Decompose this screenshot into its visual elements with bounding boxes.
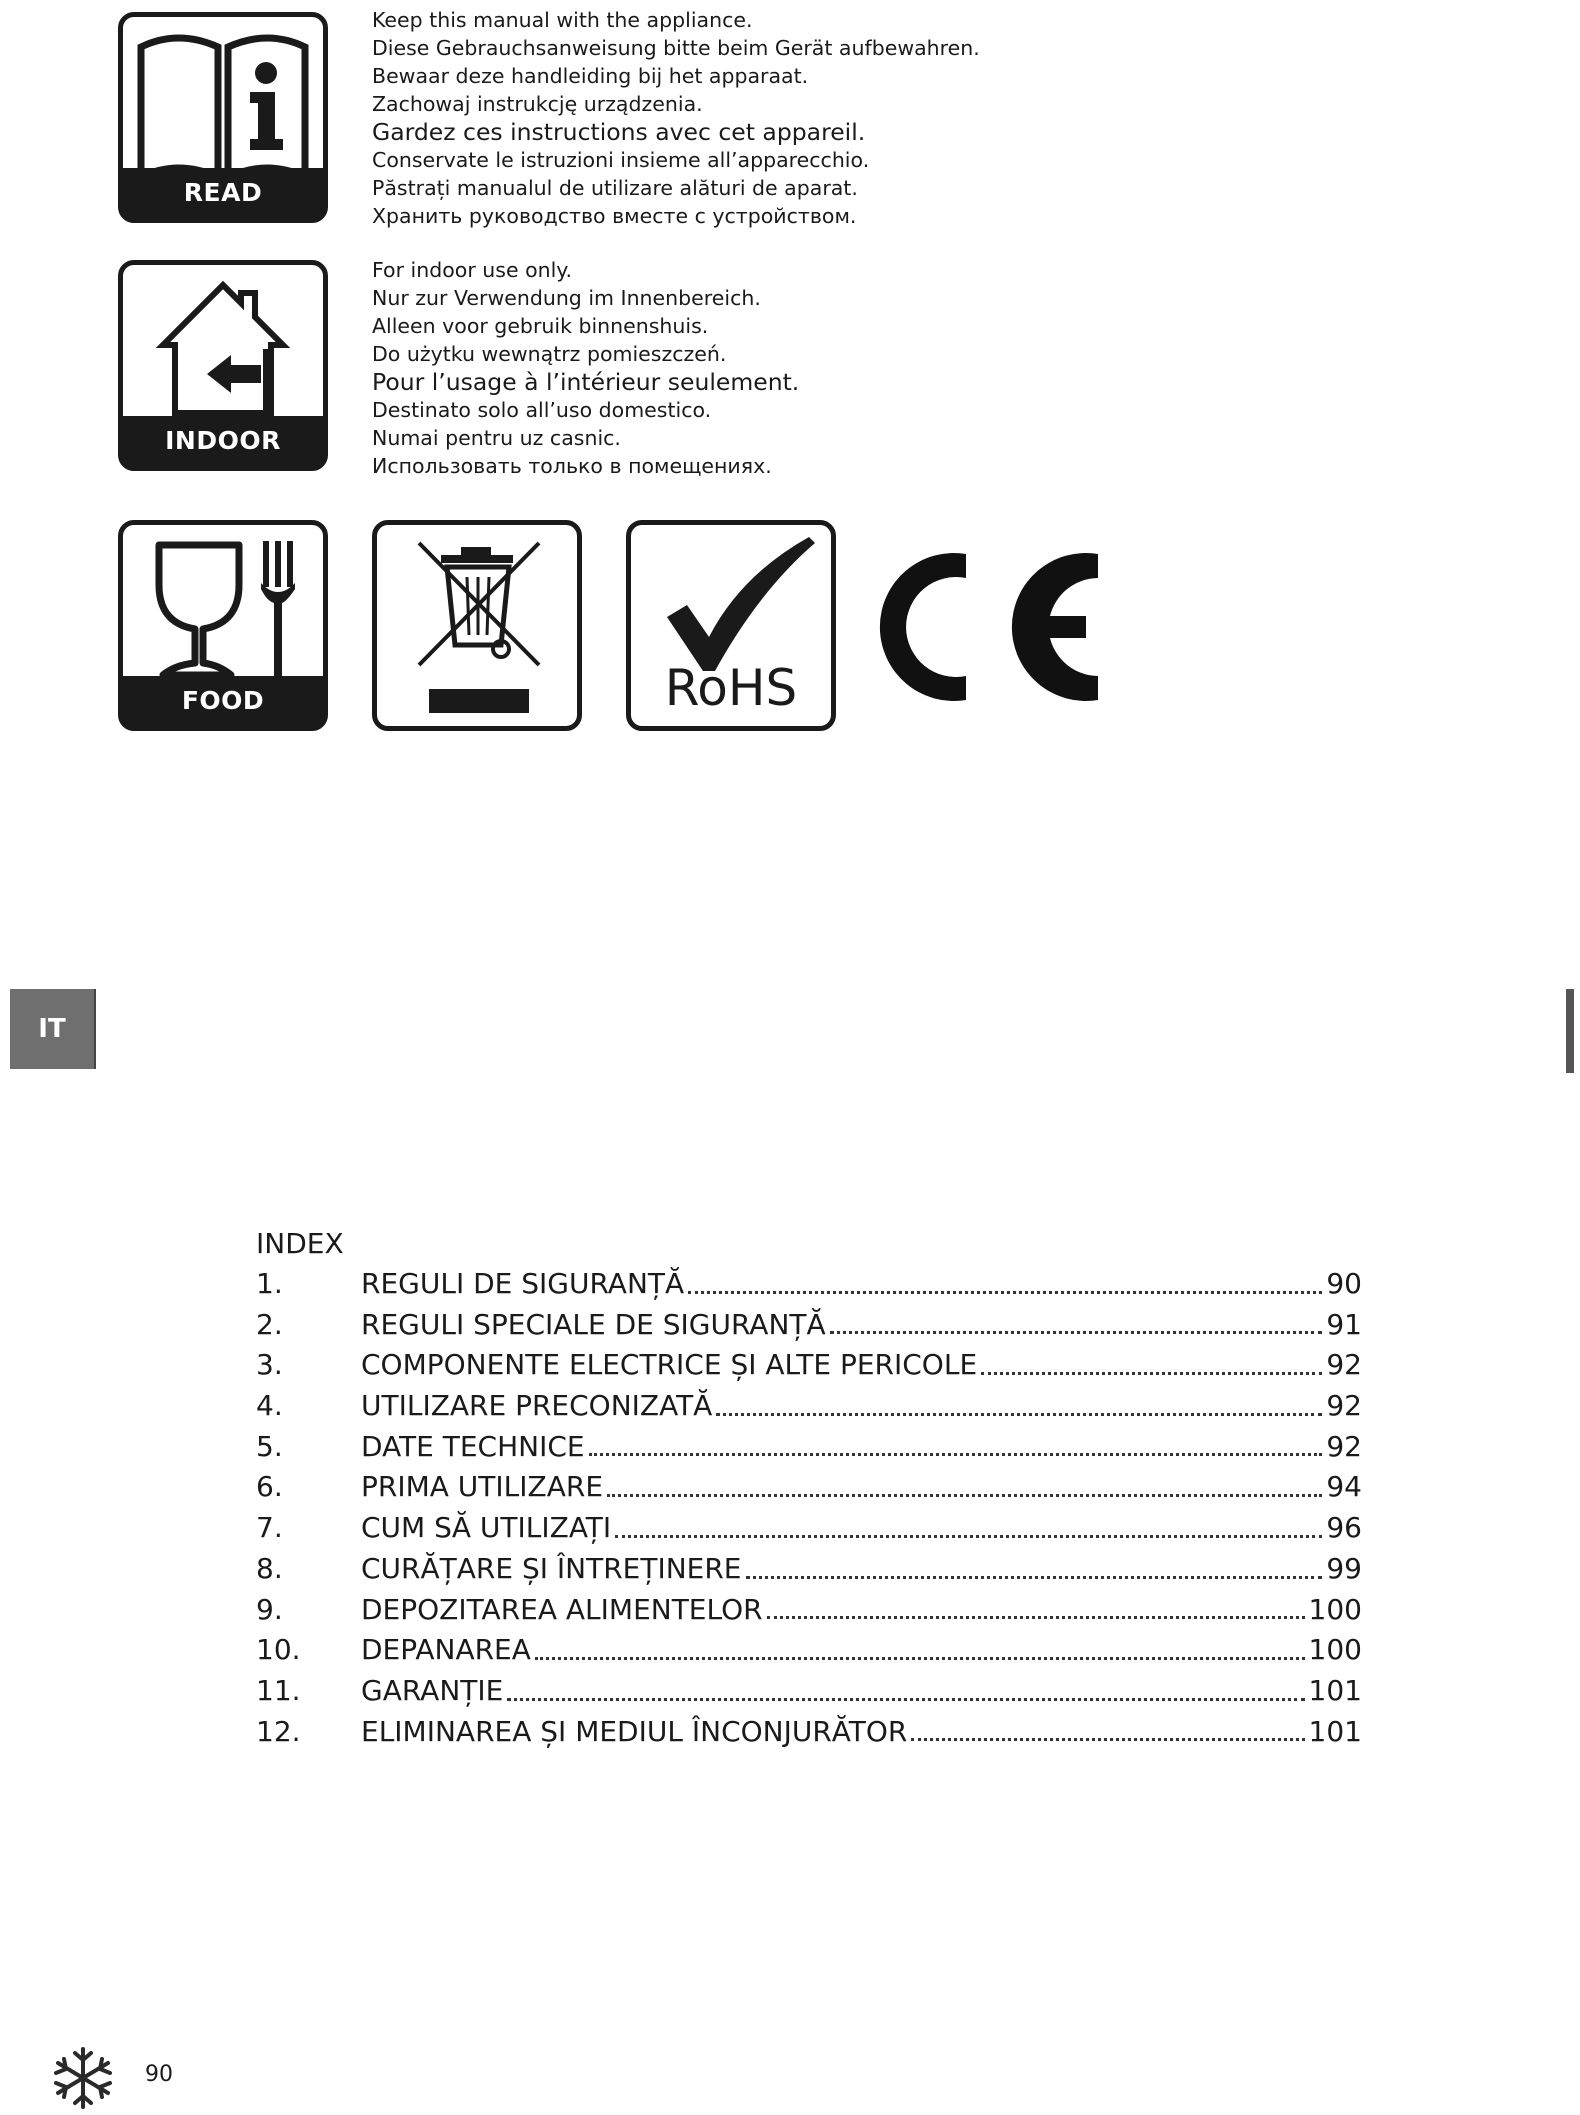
toc-entry[interactable] (256, 1712, 1362, 1753)
manual-notice-line: Conservate le istruzioni insieme all’apparecchio. (372, 148, 870, 172)
toc-label: DEPOZITAREA ALIMENTELOR (361, 1592, 763, 1626)
toc-page: 100 (1308, 1592, 1362, 1626)
toc-entry[interactable] (256, 1427, 1362, 1468)
food-contact-icon (118, 520, 328, 765)
toc-page: 92 (1326, 1389, 1362, 1423)
toc-number: 1. (256, 1267, 283, 1300)
toc-leader (589, 1453, 1323, 1456)
manual-notice-line: Diese Gebrauchsanweisung bitte beim Gerät aufbewahren. (372, 36, 980, 60)
toc-label: DEPANAREA (361, 1633, 531, 1667)
toc-number: 3. (256, 1348, 283, 1382)
ce-mark-icon (880, 548, 1100, 706)
read-manual-label: READ MANUAL (123, 168, 323, 218)
toc-leader (981, 1372, 1322, 1375)
toc-label: ELIMINAREA ȘI MEDIUL ÎNCONJURĂTOR (361, 1714, 908, 1748)
toc-leader (746, 1576, 1323, 1579)
toc-entry[interactable] (256, 1264, 1362, 1305)
indoor-notice-line: Nur zur Verwendung im Innenbereich. (372, 286, 761, 310)
indoor-notice-line: For indoor use only. (372, 258, 573, 282)
toc-label: CURĂȚARE ȘI ÎNTREȚINERE (361, 1551, 742, 1585)
manual-notice-line: Păstrați manualul de utilizare alături de aparat. (372, 176, 858, 200)
toc-entry[interactable] (256, 1549, 1362, 1590)
toc-entry[interactable] (256, 1508, 1362, 1549)
indoor-label: INDOOR (123, 416, 323, 466)
language-tab: IT (10, 989, 94, 1069)
food-contact-label: FOOD CONTACT (123, 676, 323, 726)
rohs-label: RoHS (664, 659, 798, 717)
manual-notice-line: Zachowaj instrukcję urządzenia. (372, 92, 703, 116)
toc-leader (716, 1413, 1322, 1416)
toc-label: GARANȚIE (361, 1673, 504, 1707)
indoor-notice-line: Do użytku wewnątrz pomieszczeń. (372, 342, 727, 366)
manual-notice-line: Gardez ces instructions avec cet appareil. (372, 118, 866, 146)
toc-number: 5. (256, 1429, 283, 1463)
snowflake-icon (50, 2045, 116, 2115)
toc-entry[interactable] (256, 1305, 1362, 1346)
toc-page: 92 (1326, 1348, 1362, 1382)
toc-label: UTILIZARE PRECONIZATĂ (361, 1389, 713, 1423)
rohs-icon (626, 520, 836, 731)
toc-label: COMPONENTE ELECTRICE ȘI ALTE PERICOLE (361, 1348, 978, 1382)
indoor-icon (118, 260, 328, 471)
indoor-notice-line: Numai pentru uz casnic. (372, 426, 621, 450)
toc-number: 6. (256, 1470, 283, 1504)
toc-number: 2. (256, 1307, 283, 1341)
toc-leader (911, 1738, 1304, 1741)
toc-label: PRIMA UTILIZARE (361, 1470, 604, 1504)
toc-number: 9. (256, 1592, 283, 1626)
toc-page: 92 (1326, 1429, 1362, 1463)
toc-page: 99 (1326, 1551, 1362, 1585)
page-number: 90 (145, 2062, 173, 2087)
toc-number: 12. (256, 1714, 301, 1748)
toc-label: REGULI SPECIALE DE SIGURANȚĂ (361, 1307, 826, 1341)
indoor-notice-line: Alleen voor gebruik binnenshuis. (372, 314, 709, 338)
toc-number: 7. (256, 1511, 283, 1545)
right-edge-marker (1566, 989, 1574, 1073)
toc-label: DATE TECHNICE (361, 1429, 585, 1463)
indoor-notice-line: Pour l’usage à l’intérieur seulement. (372, 368, 800, 396)
toc-page: 101 (1308, 1714, 1362, 1748)
toc-entry[interactable] (256, 1671, 1362, 1712)
toc-page: 94 (1326, 1470, 1362, 1504)
manual-notice (372, 6, 1072, 230)
toc-entry[interactable] (256, 1345, 1362, 1386)
toc-leader (607, 1494, 1322, 1497)
toc-leader (615, 1535, 1322, 1538)
index-title: INDEX (256, 1227, 344, 1260)
toc-entry[interactable] (256, 1630, 1362, 1671)
toc-number: 4. (256, 1389, 283, 1423)
toc-leader (535, 1657, 1305, 1660)
read-manual-icon (118, 12, 328, 257)
toc-entry[interactable] (256, 1386, 1362, 1427)
indoor-notice-line: Destinato solo all’uso domestico. (372, 398, 712, 422)
toc-leader (688, 1291, 1322, 1294)
toc-entry[interactable] (256, 1590, 1362, 1631)
indoor-notice-line: Использовать только в помещениях. (372, 454, 772, 478)
indoor-notice (372, 256, 1072, 480)
crossed-bin-icon (372, 520, 582, 731)
toc-page: 90 (1326, 1267, 1362, 1300)
toc-entry[interactable] (256, 1467, 1362, 1508)
toc-page: 91 (1326, 1307, 1362, 1341)
toc-page: 100 (1308, 1633, 1362, 1667)
toc-label: CUM SĂ UTILIZAȚI (361, 1511, 612, 1545)
manual-notice-line: Keep this manual with the appliance. (372, 8, 753, 32)
toc-number: 10. (256, 1633, 301, 1667)
toc-page: 101 (1308, 1673, 1362, 1707)
toc-number: 11. (256, 1673, 301, 1707)
toc-leader (767, 1616, 1305, 1619)
table-of-contents (256, 1264, 1362, 1752)
manual-notice-line: Хранить руководство вместе с устройством. (372, 204, 857, 228)
toc-leader (830, 1331, 1323, 1334)
manual-notice-line: Bewaar deze handleiding bij het apparaat. (372, 64, 809, 88)
toc-leader (507, 1698, 1304, 1701)
toc-label: REGULI DE SIGURANȚĂ (361, 1267, 685, 1300)
toc-number: 8. (256, 1551, 283, 1585)
toc-page: 96 (1326, 1511, 1362, 1545)
